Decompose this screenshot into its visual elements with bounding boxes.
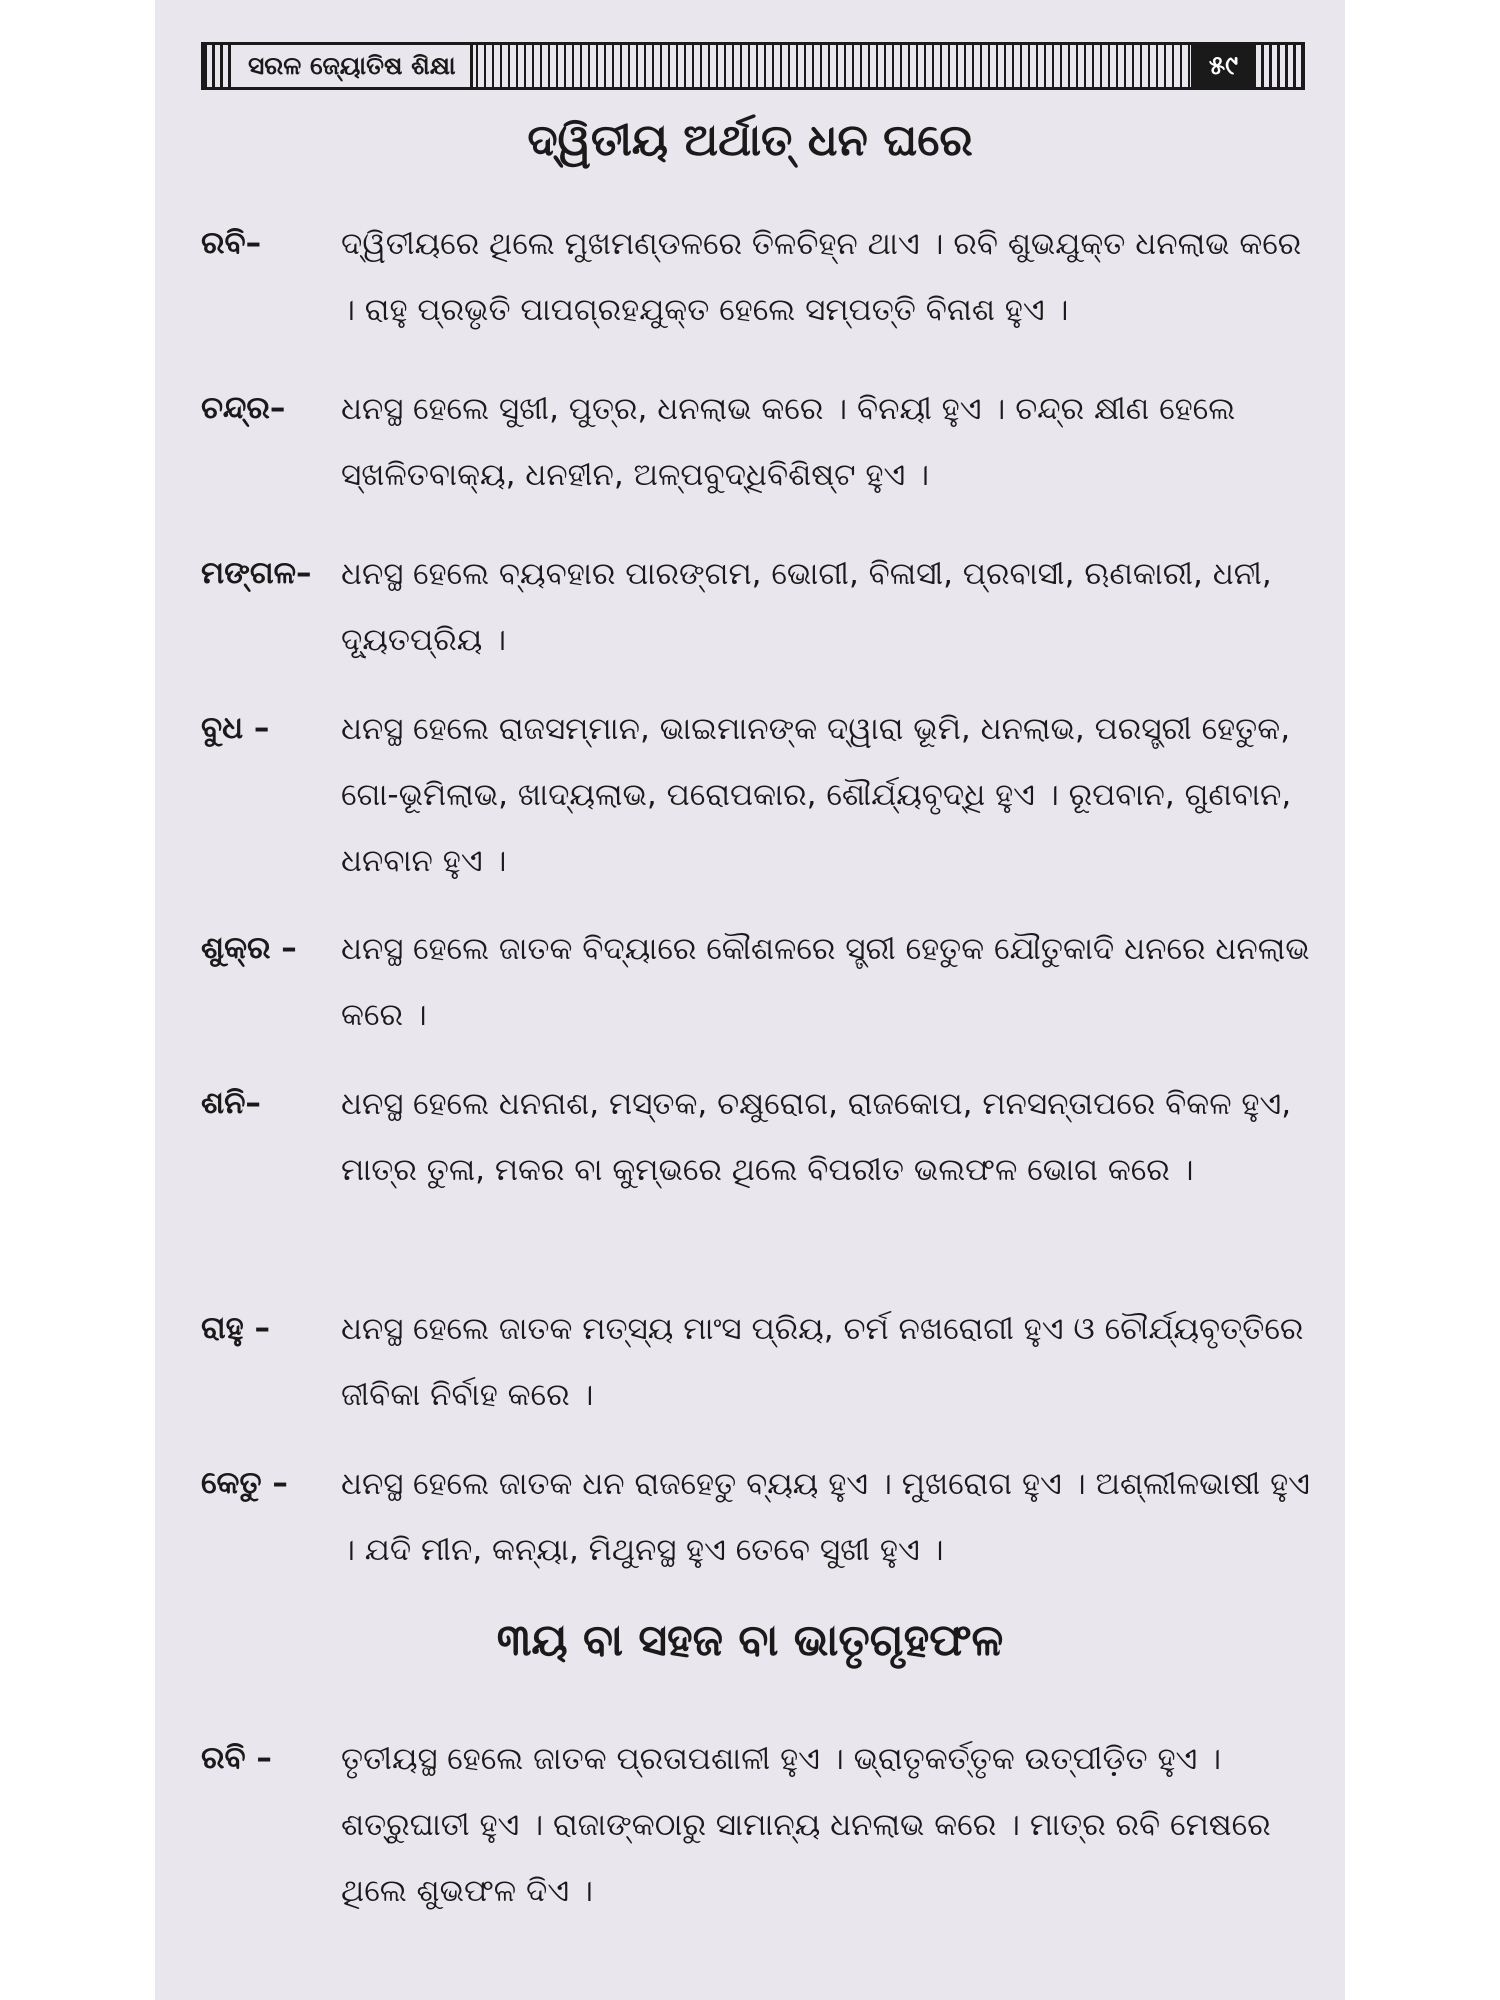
planet-label: ବୁଧ – [201, 710, 270, 746]
entry-ketu [201, 1465, 1311, 1583]
planet-label: କେତୁ – [201, 1465, 288, 1501]
entry-text: ଧନସ୍ଥ ହେଲେ ସୁଖୀ, ପୁତ୍ର, ଧନଲାଭ କରେ । ବିନୟୀ ହୁଏ । ଚନ୍ଦ୍ର କ୍ଷୀଣ ହେଲେ ସ୍ଖଳିତବାକ୍ୟ, ଧନହୀନ, ଅଳ୍ପବୁଦ୍ଧିବିଶିଷ୍ଟ ହୁଏ । [341, 391, 1236, 493]
header-ornament-right [1256, 45, 1302, 87]
entry-text: ଧନସ୍ଥ ହେଲେ ଜାତକ ମତ୍ସ୍ୟ ମାଂସ ପ୍ରିୟ, ଚର୍ମ ନଖରୋଗୀ ହୁଏ ଓ ଚୌର୍ଯ୍ୟବୃତ୍ତିରେ ଜୀବିକା ନିର୍ବାହ କରେ । [341, 1311, 1304, 1413]
entry-text: ଧନସ୍ଥ ହେଲେ ବ୍ୟବହାର ପାରଙ୍ଗମ, ଭୋଗୀ, ବିଳାସୀ, ପ୍ରବାସୀ, ଋଣକାରୀ, ଧନୀ, ଦ୍ୟୂତପ୍ରିୟ । [341, 556, 1272, 658]
planet-label: ଶନି– [201, 1085, 261, 1121]
page-number: ୫୯ [1191, 45, 1256, 87]
planet-label: ରବି – [201, 1740, 272, 1776]
running-header [201, 42, 1305, 90]
entry-mangala [201, 555, 1311, 673]
entry-text: ଧନସ୍ଥ ହେଲେ ଜାତକ ଧନ ରାଜହେତୁ ବ୍ୟୟ ହୁଏ । ମୁଖରୋଗ ହୁଏ । ଅଶ୍ଲୀଳଭାଷୀ ହୁଏ । ଯଦି ମୀନ, କନ୍ୟା, ମିଥୁନସ୍ଥ ହୁଏ ତେବେ ସୁଖୀ ହୁଏ । [341, 1466, 1310, 1568]
planet-label: ମଙ୍ଗଳ– [201, 555, 312, 591]
entry-text: ଧନସ୍ଥ ହେଲେ ଜାତକ ବିଦ୍ୟାରେ କୌଶଳରେ ସ୍ତ୍ରୀ ହେତୁକ ଯୌତୁକାଦି ଧନରେ ଧନଲାଭ କରେ । [341, 931, 1310, 1033]
header-ornament-left [204, 45, 234, 87]
entry-shani [201, 1085, 1311, 1203]
entry-text: ତୃତୀୟସ୍ଥ ହେଲେ ଜାତକ ପ୍ରତାପଶାଳୀ ହୁଏ । ଭ୍ରାତୃକର୍ତ୍ତୃକ ଉତ୍ପୀଡ଼ିତ ହୁଏ । ଶତ୍ରୁଘାତୀ ହୁଏ । ରାଜାଙ୍କଠାରୁ ସାମାନ୍ୟ ଧନଲାଭ କରେ । ମାତ୍ର ରବି ମେଷରେ ଥିଲେ ଶୁଭଫଳ ଦିଏ । [341, 1741, 1271, 1909]
planet-label: ରାହୁ – [201, 1310, 271, 1346]
entry-ravi-third [201, 1740, 1311, 1924]
book-page [155, 0, 1345, 2000]
entry-text: ଦ୍ୱିତୀୟରେ ଥିଲେ ମୁଖମଣ୍ଡଳରେ ତିଳଚିହ୍ନ ଥାଏ । ରବି ଶୁଭଯୁକ୍ତ ଧନଲାଭ କରେ । ରାହୁ ପ୍ରଭୃତି ପାପଗ୍ରହଯୁକ୍ତ ହେଲେ ସମ୍ପତ୍ତି ବିନାଶ ହୁଏ । [341, 226, 1302, 328]
section-title-second-house: ଦ୍ୱିତୀୟ ଅର୍ଥାତ୍ ଧନ ଘରେ [527, 115, 973, 166]
planet-label: ଚନ୍ଦ୍ର– [201, 390, 286, 426]
entry-shukra [201, 930, 1311, 1048]
entry-text: ଧନସ୍ଥ ହେଲେ ଧନନାଶ, ମସ୍ତକ, ଚକ୍ଷୁରୋଗ, ରାଜକୋପ, ମନସନ୍ତାପରେ ବିକଳ ହୁଏ, ମାତ୍ର ତୁଳା, ମକର ବା କୁମ୍ଭରେ ଥିଲେ ବିପରୀତ ଭଲଫଳ ଭୋଗ କରେ । [341, 1086, 1292, 1188]
entry-ravi [201, 225, 1311, 343]
planet-label: ରବି– [201, 225, 262, 261]
entry-chandra [201, 390, 1311, 508]
entry-text: ଧନସ୍ଥ ହେଲେ ରାଜସମ୍ମାନ, ଭାଇମାନଙ୍କ ଦ୍ୱାରା ଭୂମି, ଧନଲାଭ, ପରସ୍ତ୍ରୀ ହେତୁକ, ଗୋ-ଭୂମିଲାଭ, ଖାଦ୍ୟଲାଭ, ପରୋପକାର, ଶୌର୍ଯ୍ୟବୃଦ୍ଧି ହୁଏ । ରୂପବାନ, ଗୁଣବାନ, ଧନବାନ ହୁଏ । [341, 711, 1292, 879]
entry-budha [201, 710, 1311, 894]
entry-rahu [201, 1310, 1311, 1428]
planet-label: ଶୁକ୍ର – [201, 930, 297, 966]
book-title: ସରଳ ଜ୍ୟୋତିଷ ଶିକ୍ଷା [234, 45, 473, 87]
section-title-third-house: ୩ୟ ବା ସହଜ ବା ଭାତୃଗୃହଫଳ [496, 1615, 1004, 1666]
